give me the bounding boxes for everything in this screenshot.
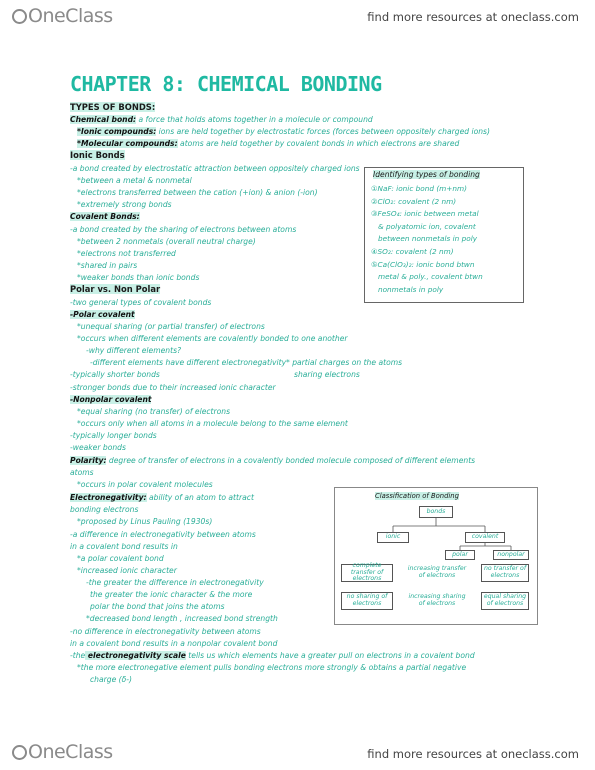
- note-line-lead: *extremely strong bonds: [77, 200, 172, 209]
- sidebar-item: ④SO₂: covalent (2 nm): [371, 247, 454, 256]
- identifying-bonds-title: Identifying types of bonding: [373, 170, 480, 179]
- note-line-lead: Electronegativity:: [70, 493, 147, 502]
- note-line-lead: -a bond created by the sharing of electrons between atoms: [70, 225, 297, 234]
- node-bonds: bonds: [419, 506, 453, 518]
- note-line-lead: *Molecular compounds:: [77, 139, 178, 148]
- note-line-lead: Ionic Bonds: [70, 150, 125, 160]
- note-line-lead: -stronger bonds due to their increased ionic character: [70, 383, 276, 392]
- node-no-sharing: no sharing of electrons: [341, 592, 393, 610]
- note-line-text: atoms are held together by covalent bonds in which electrons are shared: [177, 139, 460, 148]
- sidebar-item: metal & poly., covalent btwn: [371, 272, 483, 282]
- note-line-lead: -typically shorter bonds: [70, 370, 160, 379]
- classification-diagram: [334, 487, 538, 625]
- node-polar: polar: [445, 550, 475, 560]
- note-line-lead: *shared in pairs: [77, 261, 138, 270]
- note-line-lead: -no difference in electronegativity between atoms: [70, 627, 261, 636]
- note-line-lead: *decreased bond length , increased bond strength: [86, 614, 278, 623]
- note-line-lead: -the: [70, 651, 86, 660]
- note-line-lead: *equal sharing (no transfer) of electrons: [77, 407, 231, 416]
- note-line-lead: charge (δ-): [90, 675, 132, 684]
- note-line-text: a force that holds atoms together in a molecule or compound: [136, 115, 373, 124]
- page-title: CHAPTER 8: CHEMICAL BONDING: [70, 72, 382, 96]
- logo-circle-icon: [12, 9, 27, 24]
- footer-logo-circle-icon: [12, 745, 27, 760]
- note-line-lead: Chemical bond:: [70, 115, 137, 124]
- note-line-lead: in a covalent bond results in a nonpolar covalent bond: [70, 639, 278, 648]
- sidebar-item: ③FeSO₄: ionic between metal: [371, 209, 479, 219]
- note-line-lead: -a bond created by electrostatic attraction between oppositely charged ions: [70, 164, 360, 173]
- note-line-lead: *proposed by Linus Pauling (1930s): [77, 517, 213, 526]
- sidebar-item: ①NaF: ionic bond (m+nm): [371, 184, 467, 193]
- note-line-lead: -weaker bonds: [70, 443, 126, 452]
- note-line-text: degree of transfer of electrons in a covalently bonded molecule composed of different elements: [106, 456, 476, 465]
- identifying-bonds-panel: [364, 167, 524, 303]
- sidebar-item: & polyatomic ion, covalent: [371, 221, 476, 231]
- find-more-resources-link[interactable]: find more resources at oneclass.com: [367, 10, 579, 24]
- note-line-lead: *the more electronegative element pulls bonding electrons more strongly & obtains a partial negative: [77, 663, 467, 672]
- note-line-lead: polar the bond that joins the atoms: [90, 602, 225, 611]
- note-line-lead: *electrons transferred between the cation (+ion) & anion (-ion): [77, 188, 318, 197]
- node-no-transfer: no transfer of electrons: [481, 564, 529, 582]
- note-line-lead: *occurs in polar covalent molecules: [77, 480, 213, 489]
- note-line-lead: *occurs only when all atoms in a molecule belong to the same element: [77, 419, 348, 428]
- note-line-lead: -two general types of covalent bonds: [70, 298, 212, 307]
- note-line-lead: *weaker bonds than ionic bonds: [77, 273, 200, 282]
- note-line-lead: sharing electrons: [294, 370, 360, 379]
- oneclass-logo[interactable]: OneClass: [12, 5, 113, 27]
- note-line-lead: *a polar covalent bond: [77, 554, 164, 563]
- note-line-lead: *between 2 nonmetals (overall neutral charge): [77, 237, 256, 246]
- node-complete-transfer: complete transfer of electrons: [341, 564, 393, 582]
- note-line: [70, 448, 475, 467]
- note-line-lead: -the greater the difference in electronegativity: [86, 578, 264, 587]
- note-line-lead: * partial charges on the atoms: [286, 358, 403, 367]
- note-line-text: ions are held together by electrostatic forces (forces between oppositely charged ions): [156, 127, 490, 136]
- node-nonpolar: nonpolar: [493, 550, 529, 560]
- note-line-text: ability of an atom to attract: [146, 493, 254, 502]
- note-line-lead: -different elements have different electronegativity: [90, 358, 287, 367]
- node-ionic: ionic: [377, 532, 409, 543]
- note-line-term: electronegativity scale: [85, 651, 186, 660]
- note-line: [77, 131, 459, 150]
- note-line: [90, 667, 132, 686]
- sidebar-item: nonmetals in poly: [371, 284, 444, 294]
- sidebar-item: between nonmetals in poly: [371, 234, 478, 244]
- note-line-lead: -why different elements?: [86, 346, 182, 355]
- note-line-lead: *electrons not transferred: [77, 249, 176, 258]
- note-line-lead: the greater the ionic character & the more: [90, 590, 253, 599]
- note-line: [294, 362, 360, 381]
- note-line-lead: *between a metal & nonmetal: [77, 176, 192, 185]
- note-line-lead: in a covalent bond results in: [70, 542, 178, 551]
- note-line-lead: *unequal sharing (or partial transfer) of electrons: [77, 322, 265, 331]
- note-line-lead: TYPES OF BONDS:: [70, 102, 156, 112]
- footer-find-more-resources-link[interactable]: find more resources at oneclass.com: [367, 747, 579, 761]
- node-increasing-sharing: increasing sharing of electrons: [407, 592, 467, 610]
- diagram-title: Classification of Bonding: [375, 492, 459, 500]
- node-equal-sharing: equal sharing of electrons: [481, 592, 529, 610]
- note-line-lead: -a difference in electronegativity between atoms: [70, 530, 256, 539]
- note-line-lead: Covalent Bonds:: [70, 212, 140, 221]
- footer-oneclass-logo[interactable]: OneClass: [12, 741, 113, 763]
- note-line-text: tells us which elements have a greater pull on electrons in a covalent bond: [185, 651, 475, 660]
- note-line-lead: *occurs when different elements are covalently bonded to one another: [77, 334, 348, 343]
- note-line-lead: atoms: [70, 468, 94, 477]
- note-line-lead: Polar vs. Non Polar: [70, 284, 161, 294]
- node-covalent: covalent: [465, 532, 505, 543]
- note-line-lead: -Nonpolar covalent: [70, 395, 152, 404]
- note-line: [77, 655, 466, 674]
- note-line-lead: *increased ionic character: [77, 566, 177, 575]
- note-line-lead: *Ionic compounds:: [77, 127, 157, 136]
- node-increasing-transfer: increasing transfer of electrons: [407, 564, 467, 582]
- note-line-lead: bonding electrons: [70, 505, 139, 514]
- note-line-lead: -typically longer bonds: [70, 431, 157, 440]
- note-line-lead: -Polar covalent: [70, 310, 135, 319]
- sidebar-item: ⑤Ca(ClO₃)₂: ionic bond btwn: [371, 259, 475, 269]
- sidebar-item: ②ClO₂: covalent (2 nm): [371, 196, 457, 206]
- note-line-lead: Polarity:: [70, 456, 107, 465]
